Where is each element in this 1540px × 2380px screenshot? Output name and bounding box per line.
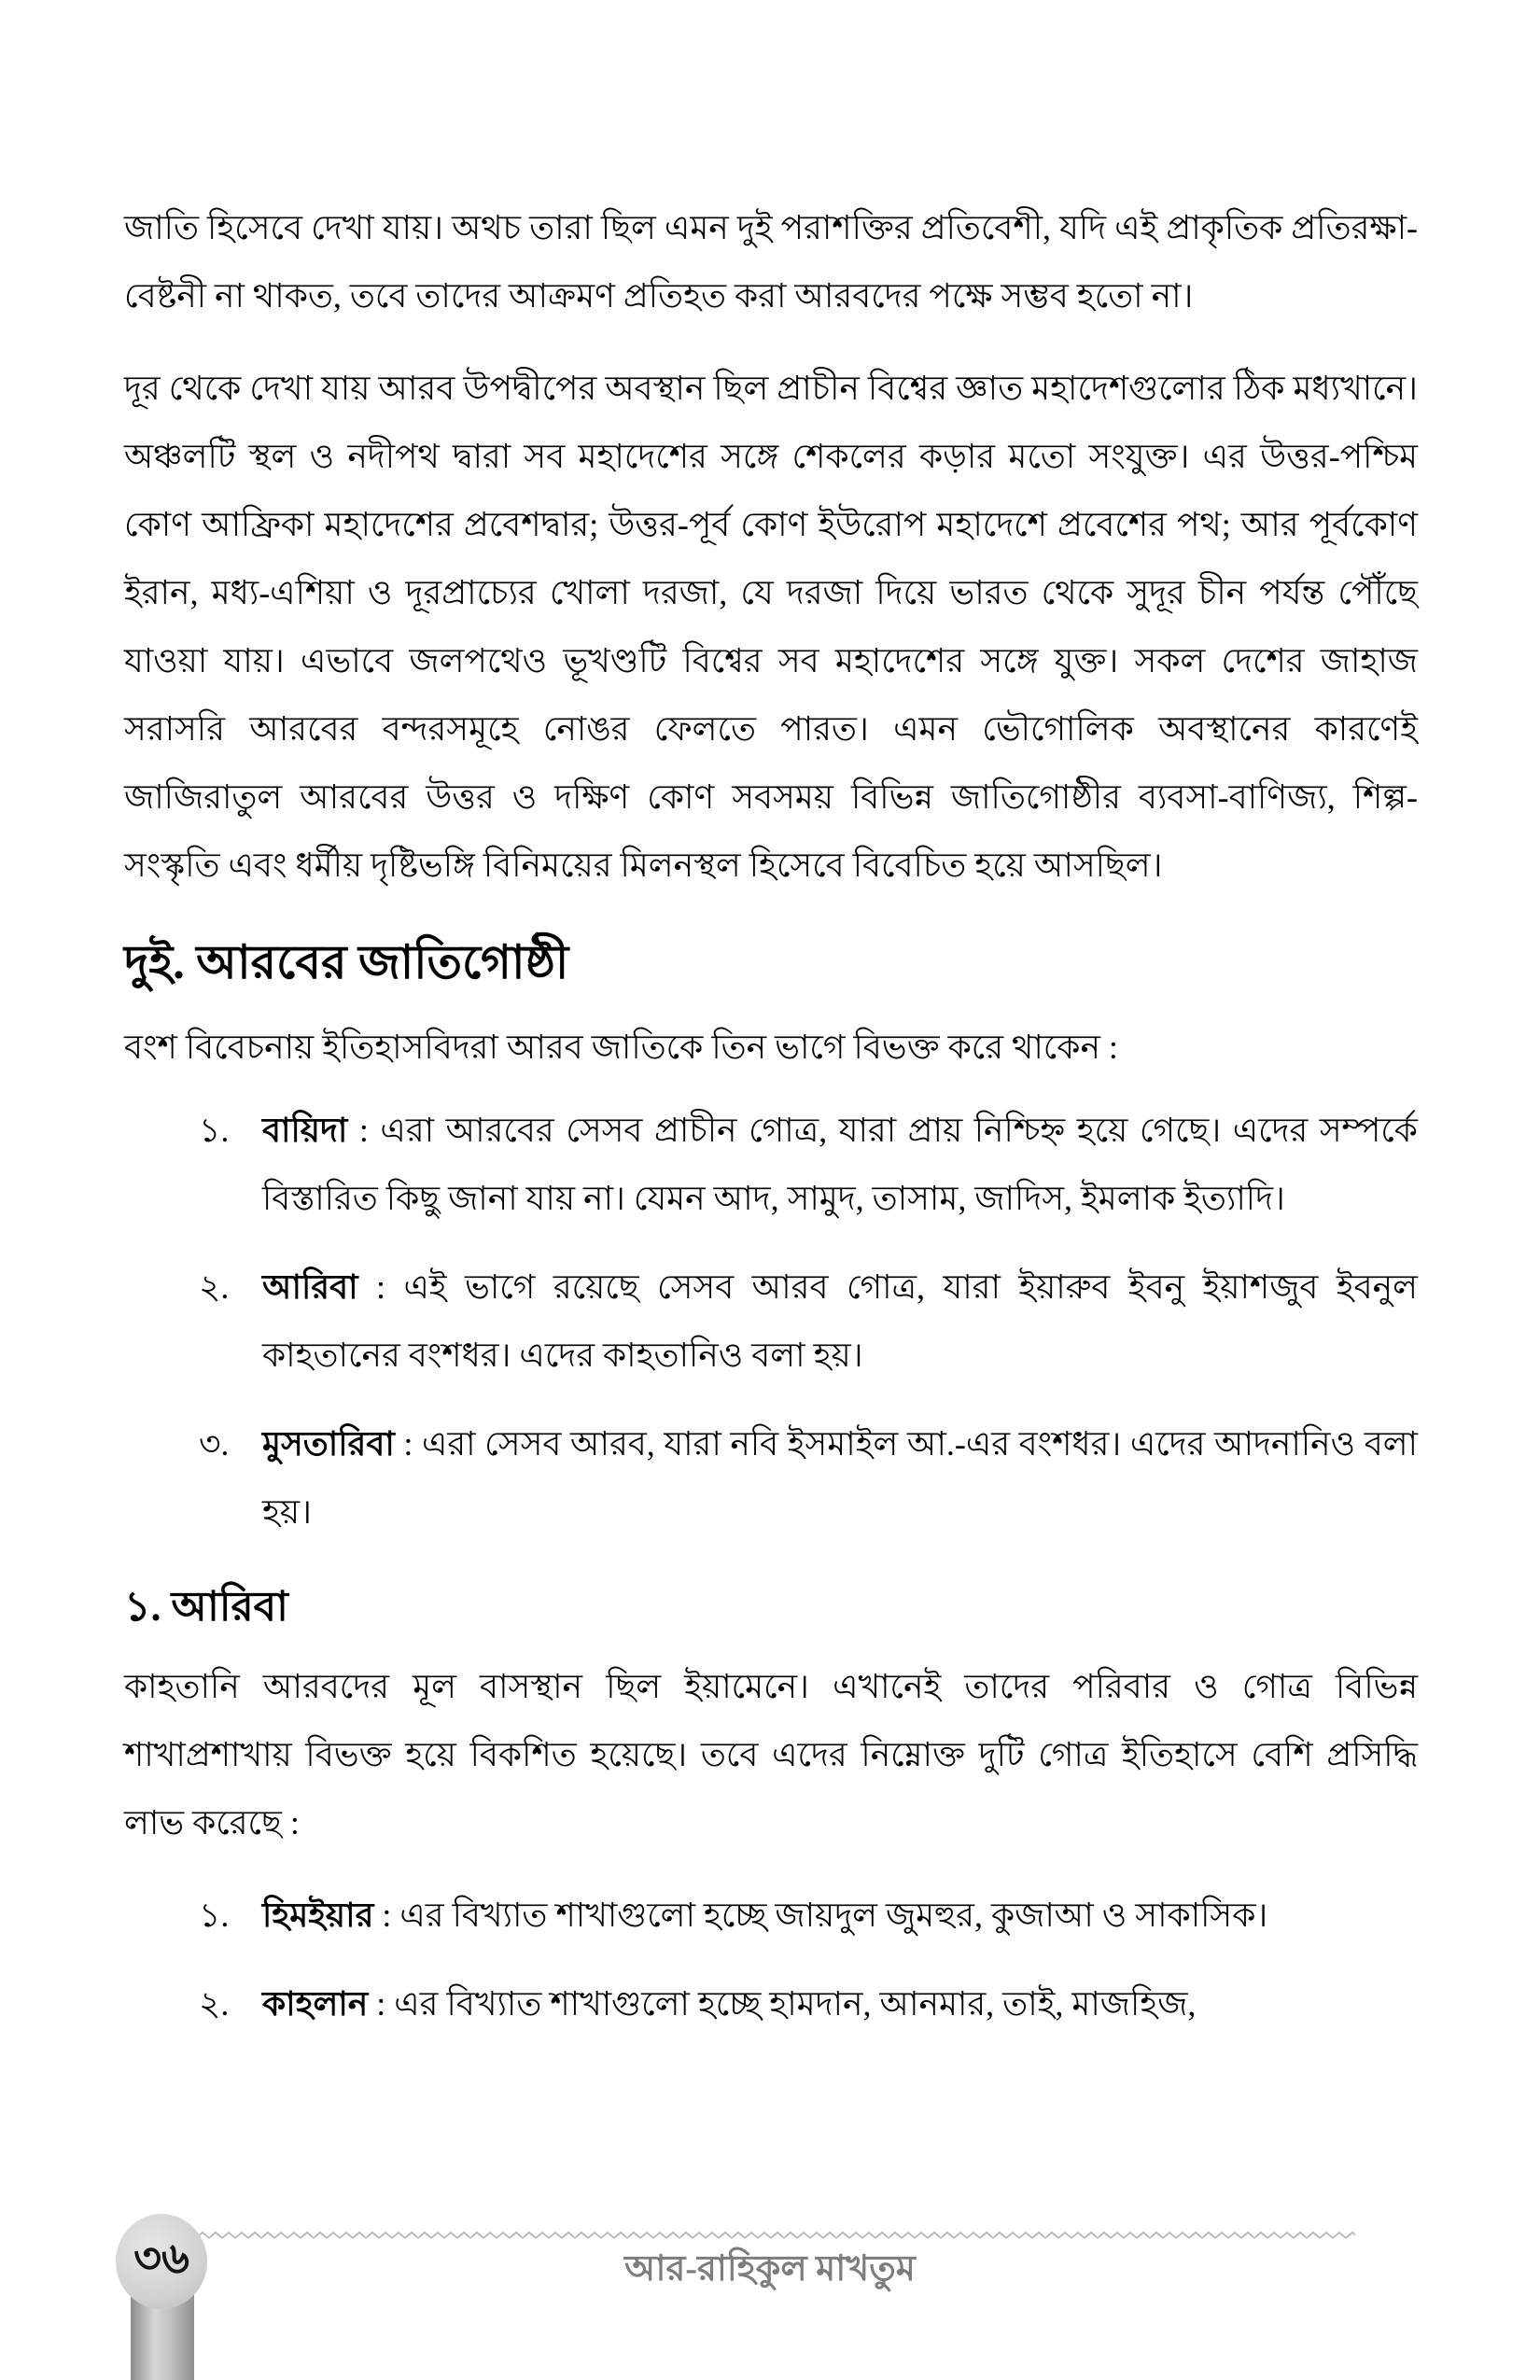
paragraph: দূর থেকে দেখা যায় আরব উপদ্বীপের অবস্থান ছিল প্রাচীন বিশ্বের জ্ঞাত মহাদেশগুলোর ঠিক মধ্যখানে। অঞ্চলটি স্থল ও নদীপথ দ্বারা সব মহাদেশের সঙ্গে শেকলের কড়ার মতো সংযুক্ত। এর উত্তর-পশ্চিম কোণ আফ্রিকা মহাদেশের প্রবেশদ্বার; উত্তর-পূর্ব কোণ ইউরোপ মহাদেশে প্রবেশের পথ; আর পূর্বকোণ ইরান, মধ্য-এশিয়া ও দূরপ্রাচ্যের খোলা দরজা, যে দরজা দিয়ে ভারত থেকে সুদূর চীন পর্যন্ত পৌঁছে যাওয়া যায়। এভাবে জলপথেও ভূখণ্ডটি বিশ্বের সব মহাদেশের সঙ্গে যুক্ত। সকল দেশের জাহাজ সরাসরি আরবের বন্দরসমূহে নোঙর ফেলতে পারত। এমন ভৌগোলিক অবস্থানের কারণেই জাজিরাতুল আরবের উত্তর ও দক্ষিণ কোণ সবসময় বিভিন্ন জাতিগোষ্ঠীর ব্যবসা-বাণিজ্য, শিল্প-সংস্কৃতি এবং ধর্মীয় দৃষ্টিভঙ্গি বিনিময়ের মিলনস্থল হিসেবে বিবেচিত হয়ে আসছিল। — [124, 370, 1418, 884]
list-item-body: : এর বিখ্যাত শাখাগুলো হচ্ছে হামদান, আনমার, তাই, মাজহিজ, — [368, 1985, 1197, 2023]
list-item-number: ২. — [199, 1985, 230, 2023]
list-item — [124, 1882, 1418, 1950]
page-content — [124, 194, 1418, 2059]
list-intro: বংশ বিবেচনায় ইতিহাসবিদরা আরব জাতিকে তিন ভাগে বিভক্ত করে থাকেন : — [124, 1029, 1118, 1066]
list-item-body: : এরা সেসব আরব, যারা নবি ইসমাইল আ.-এর বংশধর। এদের আদনানিও বলা হয়। — [262, 1425, 1418, 1531]
list-item-term: মুসতারিবা — [262, 1425, 395, 1463]
list-item-text — [262, 1410, 1418, 1547]
list-item-text — [262, 1253, 1418, 1390]
list-item-term: কাহলান — [262, 1985, 369, 2023]
paragraph: জাতি হিসেবে দেখা যায়। অথচ তারা ছিল এমন দুই পরাশক্তির প্রতিবেশী, যদি এই প্রাকৃতিক প্রতিরক্ষা-বেষ্টনী না থাকত, তবে তাদের আক্রমণ প্রতিহত করা আরবদের পক্ষে সম্ভব হতো না। — [124, 209, 1418, 315]
list-item-number: ২. — [199, 1268, 230, 1306]
paragraph: কাহতানি আরবদের মূল বাসস্থান ছিল ইয়ামেনে। এখানেই তাদের পরিবার ও গোত্র বিভিন্ন শাখাপ্রশাখায় বিভক্ত হয়ে বিকশিত হয়েছে। তবে এদের নিম্নোক্ত দুটি গোত্র ইতিহাসে বেশি প্রসিদ্ধি লাভ করেছে : — [124, 1668, 1418, 1841]
sub-heading: ১. আরিবা — [124, 1584, 288, 1630]
list-item-term: হিমইয়ার — [262, 1897, 374, 1934]
list-item-body: : এরা আরবের সেসব প্রাচীন গোত্র, যারা প্রায় নিশ্চিহ্ন হয়ে গেছে। এদের সম্পর্কে বিস্তারিত কিছু জানা যায় না। যেমন আদ, সামুদ, তাসাম, জাদিস, ইমলাক ইত্যাদি। — [262, 1112, 1418, 1217]
list-item-number: ১. — [199, 1897, 230, 1934]
list-item-body: : এর বিখ্যাত শাখাগুলো হচ্ছে জায়দুল জুমহুর, কুজাআ ও সাকাসিক। — [373, 1897, 1268, 1934]
list-item — [124, 1410, 1418, 1547]
list-item — [124, 1253, 1418, 1390]
numbered-list — [124, 1097, 1418, 1547]
footer-book-title: আর-রাহিকুল মাখতুম — [624, 2249, 916, 2289]
list-item-text — [262, 1970, 1418, 2038]
list-item — [124, 1097, 1418, 1233]
list-item-text — [262, 1097, 1418, 1233]
section-heading: দুই. আরবের জাতিগোষ্ঠী — [124, 936, 569, 988]
list-item-text — [262, 1882, 1418, 1950]
list-item — [124, 1970, 1418, 2038]
list-item-number: ১. — [199, 1112, 230, 1149]
page-number-badge — [116, 2214, 207, 2309]
page-number: ৩৬ — [133, 2234, 189, 2282]
list-item-number: ৩. — [199, 1425, 230, 1463]
list-item-body: : এই ভাগে রয়েছে সেসব আরব গোত্র, যারা ইয়ারুব ইবনু ইয়াশজুব ইবনুল কাহতানের বংশধর। এদের কাহতানিও বলা হয়। — [262, 1268, 1418, 1374]
list-item-term: আরিবা — [262, 1268, 358, 1306]
numbered-list — [124, 1882, 1418, 2038]
list-item-term: বায়িদা — [262, 1112, 348, 1149]
